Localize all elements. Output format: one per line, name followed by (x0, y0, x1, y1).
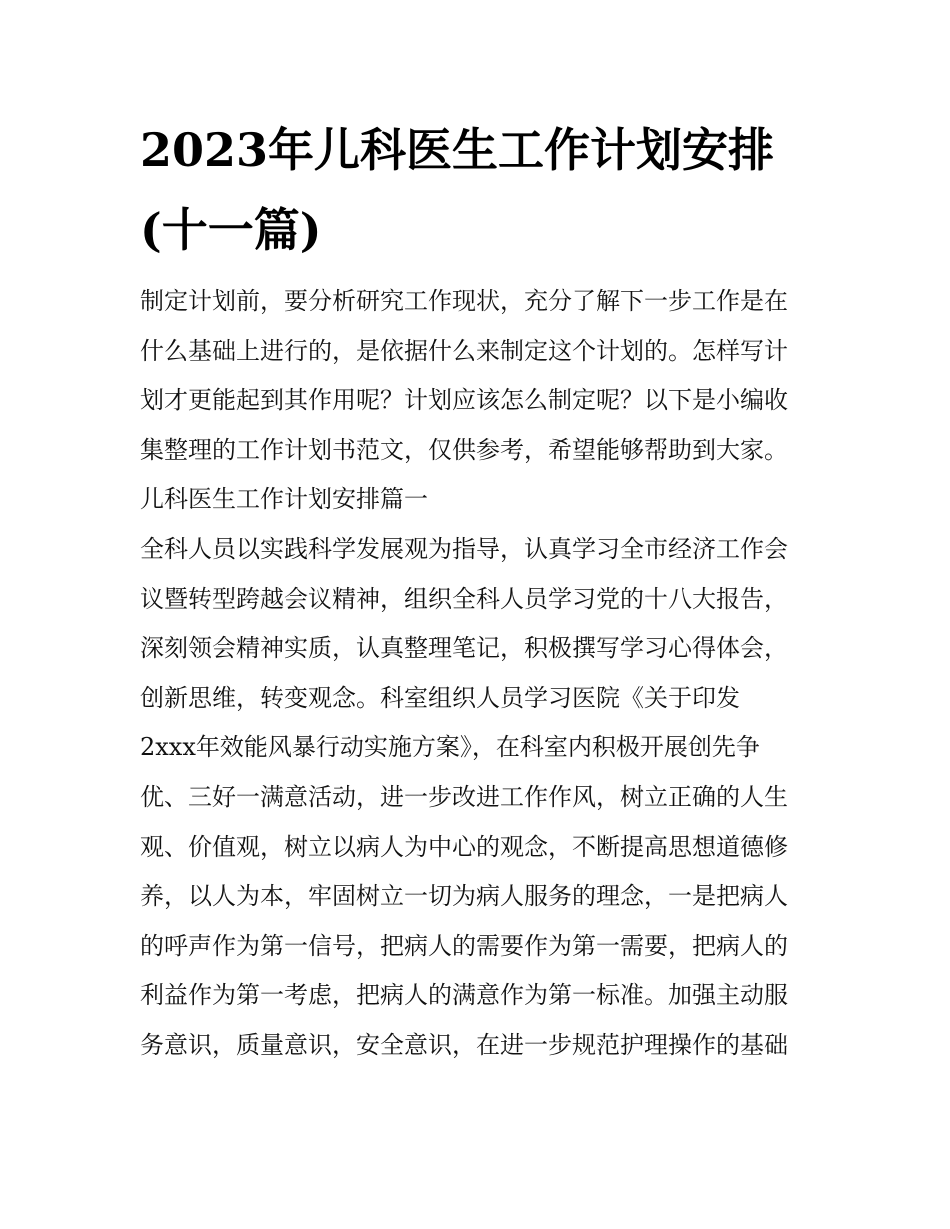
title-line: 2023年儿科医生工作计划安排 (140, 123, 775, 177)
body-line: 务意识，质量意识，安全意识，在进一步规范护理操作的基础 (140, 1030, 788, 1059)
body-line: 利益作为第一考虑，把病人的满意作为第一标准。加强主动服 (140, 981, 788, 1010)
title-line: (十一篇) (140, 203, 322, 257)
body-line: 创新思维，转变观念。科室组织人员学习医院《关于印发 (140, 683, 740, 712)
body-line: 养，以人为本，牢固树立一切为病人服务的理念，一是把病人 (140, 882, 788, 911)
body-line: 全科人员以实践科学发展观为指导，认真学习全市经济工作会 (140, 534, 788, 563)
body-line: 什么基础上进行的，是依据什么来制定这个计划的。怎样写计 (140, 336, 788, 365)
body-line: 的呼声作为第一信号，把病人的需要作为第一需要，把病人的 (140, 931, 788, 960)
body-line: 划才更能起到其作用呢？计划应该怎么制定呢？以下是小编收 (140, 386, 788, 415)
body-line: 制定计划前，要分析研究工作现状，充分了解下一步工作是在 (140, 287, 788, 315)
body-line: 优、三好一满意活动，进一步改进工作作风，树立正确的人生 (140, 782, 788, 811)
document-title (140, 110, 820, 270)
body-line: 深刻领会精神实质，认真整理笔记，积极撰写学习心得体会， (140, 634, 788, 663)
body-line: 观、价值观，树立以病人为中心的观念，不断提高思想道德修 (140, 832, 788, 861)
document-body (140, 277, 820, 1071)
body-line: 2xxx年效能风暴行动实施方案》，在科室内积极开展创先争 (140, 733, 760, 762)
section-heading: 儿科医生工作计划安排篇一 (140, 485, 428, 514)
body-line: 议暨转型跨越会议精神，组织全科人员学习党的十八大报告， (140, 584, 788, 613)
body-line: 集整理的工作计划书范文，仅供参考，希望能够帮助到大家。 (140, 435, 788, 464)
